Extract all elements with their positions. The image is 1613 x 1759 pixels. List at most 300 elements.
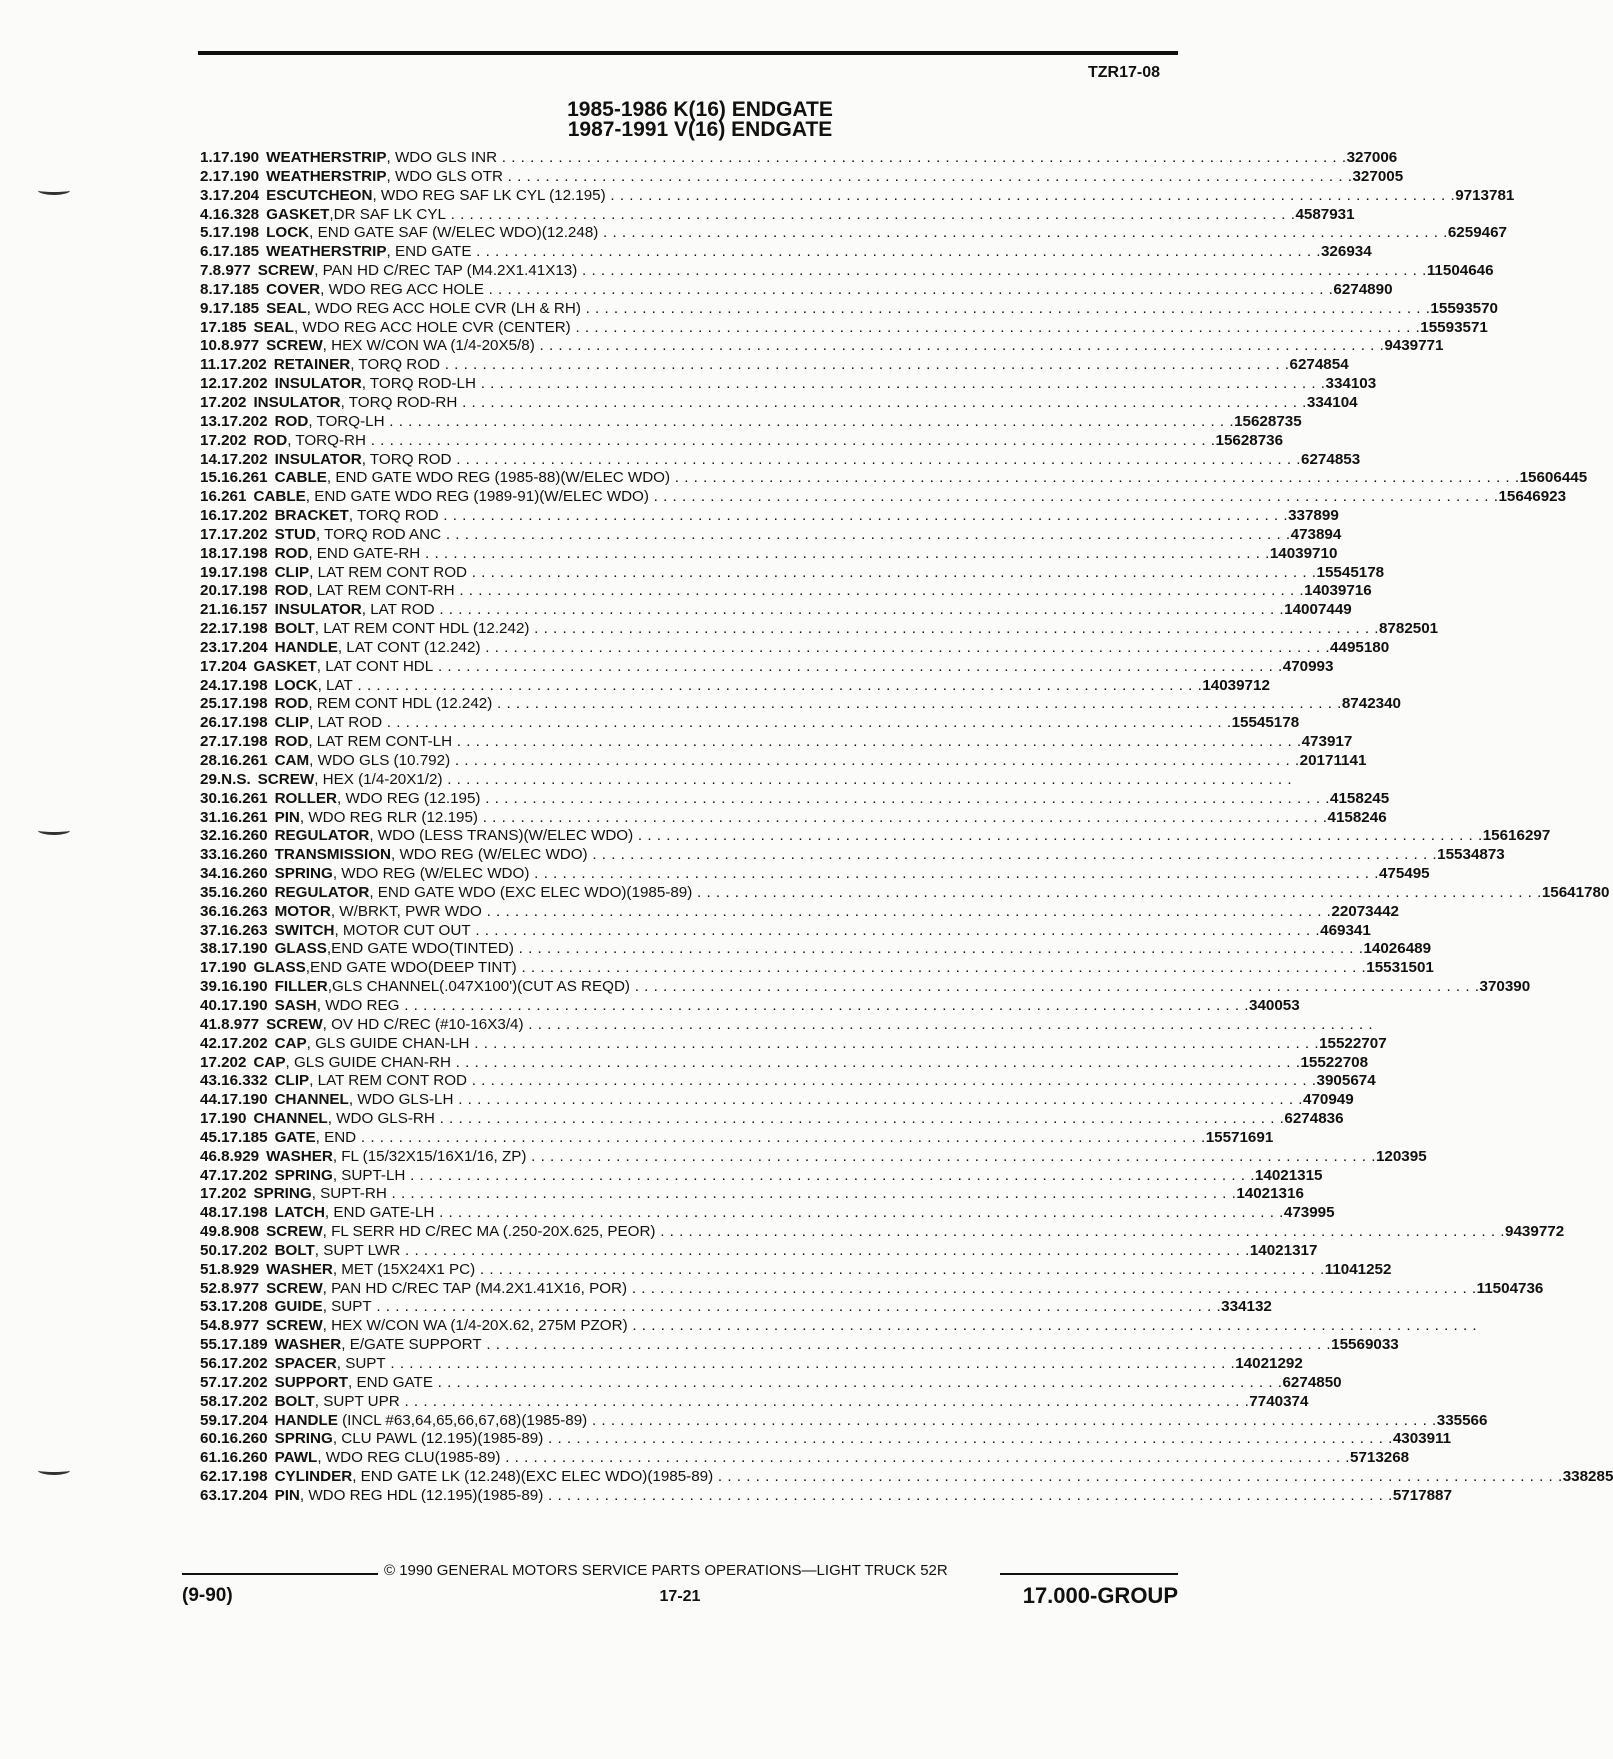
part-detail: , LAT REM CONT-LH	[308, 733, 453, 751]
part-name: ROD	[274, 582, 309, 600]
part-description	[268, 375, 1326, 394]
item-number: 61.	[200, 1449, 222, 1467]
part-number: 15569033	[1331, 1336, 1399, 1354]
parts-row	[200, 356, 1349, 375]
group-number: 8.977	[221, 337, 260, 355]
part-description	[268, 865, 1379, 884]
part-detail: , FL SERR HD C/REC MA (.250-20X.625, PEOR)	[322, 1223, 656, 1241]
dot-leader: . . . . . . . . . . . . . . . . . . . . . . . . . . . . . . . . . . . . . . . . . . . . . . . . . . . . . . . . . . . . . . . . . . . . . . . . . . . . . . . . . . . . . . . . . .	[451, 450, 1302, 468]
item-number: 1.	[200, 149, 213, 166]
item-number: 54.	[200, 1317, 222, 1335]
part-number: 327006	[1346, 149, 1398, 166]
part-number: 14021316	[1236, 1185, 1304, 1203]
item-number: 3.	[200, 186, 213, 204]
part-name: BOLT	[274, 620, 315, 638]
part-detail: , WDO REG SAF LK CYL (12.195)	[372, 186, 606, 204]
part-description	[259, 1223, 1505, 1242]
part-description	[268, 809, 1328, 828]
part-number: 334132	[1221, 1298, 1272, 1316]
group-number: 8.977	[221, 1317, 260, 1335]
part-name: SCREW	[257, 262, 315, 280]
parts-row	[200, 1373, 1342, 1393]
page-number: 17-21	[659, 1588, 701, 1605]
group-number: 16.328	[212, 205, 260, 223]
part-name: COVER	[266, 280, 321, 298]
group-number: 16.260	[221, 883, 268, 901]
dot-leader: . . . . . . . . . . . . . . . . . . . . . . . . . . . . . . . . . . . . . . . . . . . . . . . . . . . . . . . . . . . . . . . . . . . . . . . . . . . . . . . . . . . . . . . . . .	[526, 1147, 1376, 1165]
part-description	[268, 1487, 1393, 1506]
part-number: 473995	[1283, 1204, 1335, 1222]
part-name: TRANSMISSION	[274, 846, 392, 864]
group-number: 16.261	[221, 808, 268, 826]
part-description	[268, 1336, 1332, 1355]
part-number: 6259467	[1447, 224, 1507, 242]
part-description	[268, 1468, 1563, 1487]
part-description	[268, 1035, 1319, 1054]
dot-leader: . . . . . . . . . . . . . . . . . . . . . . . . . . . . . . . . . . . . . . . . . . . . . . . . . . . . . . . . . . . . . . . . . . . . . . . . . . . . . . . . . . . . . . . . . .	[587, 1411, 1437, 1429]
dot-leader: . . . . . . . . . . . . . . . . . . . . . . . . . . . . . . . . . . . . . . . . . . . . . . . . . . . . . . . . . . . . . . . . . . . . . . . . . . . . . . . . . . . . . . . . . .	[500, 1449, 1350, 1467]
part-description	[246, 488, 1498, 507]
part-detail: , HEX W/CON WA (1/4-20X.62, 275M PZOR)	[322, 1317, 628, 1335]
dot-leader: . . . . . . . . . . . . . . . . . . . . . . . . . . . . . . . . . . . . . . . . . . . . . . . . . . . . . . . . . . . . . . . . . . . . . . . . . . . . . . . . . . . . . . . . . .	[470, 921, 1321, 939]
part-description	[259, 149, 1346, 168]
part-detail: , LAT ROD	[309, 714, 383, 732]
group-number: 17.202	[221, 507, 268, 525]
part-number: 473894	[1290, 525, 1342, 543]
part-name: WEATHERSTRIP	[266, 167, 387, 185]
part-detail: , GLS GUIDE CHAN-RH	[285, 1053, 451, 1071]
part-detail: , WDO REG ACC HOLE CVR (LH & RH)	[306, 299, 581, 317]
item-number: 6.	[200, 243, 213, 261]
parts-row	[200, 1486, 1452, 1506]
parts-row	[200, 1053, 1369, 1073]
part-name: WEATHERSTRIP	[266, 149, 387, 166]
parts-row	[200, 1185, 1304, 1204]
part-number: 335566	[1436, 1411, 1488, 1429]
item-number: 30.	[200, 789, 222, 807]
parts-row	[200, 1260, 1392, 1280]
part-name: MOTOR	[274, 902, 331, 920]
dot-leader: . . . . . . . . . . . . . . . . . . . . . . . . . . . . . . . . . . . . . . . . . . . . . . . . . . . . . . . . . . . . . . . . . . . . . . . . . . . . . . . . . . . . . . . . . .	[356, 1128, 1206, 1146]
dot-leader: . . . . . . . . . . . . . . . . . . . . . . . . . . . . . . . . . . . . . . . . . . . . . . . . . . . . . . . . . . . . . . . . . . . . . . . . . . . . . . . . . . . . . . . . . .	[627, 1279, 1477, 1297]
part-detail: , WDO REG (W/ELEC WDO)	[332, 865, 530, 883]
parts-row	[200, 582, 1372, 601]
dot-leader: . . . . . . . . . . . . . . . . . . . . . . . . . . . . . . . . . . . . . . . . . . . . . . . . . . . . . . . . . . . . . . . . . . . . . . . . . . . . . . . . . . . . . . . . . .	[420, 544, 1270, 562]
part-name: CAM	[274, 752, 310, 769]
dot-leader: . . . . . . . . . . . . . . . . . . . . . . . . . . . . . . . . . . . . . . . . . . . . . . . . . . . . . . . . . . . . . . . . . . . . . . . . . . . . . . . . . . . . . . . . . .	[469, 1034, 1320, 1052]
item-number: 25.	[200, 695, 222, 713]
group-number: 17.190	[200, 959, 247, 977]
part-description	[259, 1280, 1476, 1299]
group-number: 17.202	[221, 525, 268, 543]
item-number: 37.	[200, 921, 222, 939]
part-detail: , GLS GUIDE CHAN-LH	[306, 1034, 470, 1052]
parts-list	[200, 149, 1613, 1506]
part-number: 22073442	[1331, 902, 1399, 920]
dot-leader: . . . . . . . . . . . . . . . . . . . . . . . . . . . . . . . . . . . . . . . . . . . . . . . . . . . . . . . . . . . . . . . . . . . . . . . . . . . . . . . . . . . . . . . . . .	[523, 1015, 1374, 1033]
item-number: 13.	[200, 412, 222, 430]
item-number: 55.	[200, 1336, 222, 1354]
part-name: WEATHERSTRIP	[266, 243, 387, 261]
part-detail: , WDO REG (12.195)	[337, 789, 481, 807]
dot-leader: . . . . . . . . . . . . . . . . . . . . . . . . . . . . . . . . . . . . . . . . . . . . . . . . . . . . . . . . . . . . . . . . . . . . . . . . . . . . . . . . . . . . . . . . . .	[450, 752, 1300, 769]
part-description	[268, 1412, 1437, 1431]
item-number: 39.	[200, 978, 222, 996]
parts-row	[200, 638, 1390, 658]
part-number: 4303911	[1392, 1430, 1452, 1448]
part-description	[268, 733, 1302, 752]
part-number: 15641780	[1541, 883, 1610, 901]
parts-row	[200, 1128, 1274, 1148]
part-description	[268, 940, 1364, 959]
item-number: 51.	[200, 1260, 222, 1278]
part-number: 11504736	[1476, 1279, 1544, 1297]
dot-leader: . . . . . . . . . . . . . . . . . . . . . . . . . . . . . . . . . . . . . . . . . . . . . . . . . . . . . . . . . . . . . . . . . . . . . . . . . . . . . . . . . . . . . . . . . .	[492, 695, 1342, 713]
part-description	[246, 394, 1306, 413]
part-name: GASKET	[266, 205, 330, 223]
dot-leader: . . . . . . . . . . . . . . . . . . . . . . . . . . . . . . . . . . . . . . . . . . . . . . . . . . . . . . . . . . . . . . . . . . . . . . . . . . . . . . . . . . . . . . . . . .	[477, 808, 1328, 826]
group-number: 17.202	[221, 1392, 268, 1410]
group-number: 17.185	[212, 243, 260, 261]
part-number: 6274890	[1333, 280, 1393, 298]
parts-row	[200, 450, 1361, 470]
item-number: 28.	[200, 752, 222, 769]
part-description	[268, 846, 1438, 865]
part-name: RETAINER	[273, 356, 351, 374]
part-detail: , TORQ ROD	[361, 450, 452, 468]
part-detail: , FL (15/32X15/16X1/16, ZP)	[332, 1147, 527, 1165]
part-number: 469341	[1320, 921, 1371, 939]
part-name: GASKET	[253, 657, 317, 675]
part-description	[268, 790, 1330, 809]
dot-leader: . . . . . . . . . . . . . . . . . . . . . . . . . . . . . . . . . . . . . . . . . . . . . . . . . . . . . . . . . . . . . . . . . . . . . . . . . . . . . . . . . . . . . . . . . .	[580, 299, 1431, 317]
part-number: 5713268	[1350, 1449, 1410, 1467]
part-description	[268, 639, 1330, 658]
part-name: ROD	[274, 695, 309, 713]
part-name: SEAL	[253, 318, 294, 336]
part-description	[259, 1317, 1477, 1336]
part-description	[268, 545, 1270, 564]
item-number: 21.	[200, 601, 222, 619]
parts-row	[200, 299, 1498, 319]
dot-leader: . . . . . . . . . . . . . . . . . . . . . . . . . . . . . . . . . . . . . . . . . . . . . . . . . . . . . . . . . . . . . . . . . . . . . . . . . . . . . . . . . . . . . . . . . .	[371, 1298, 1222, 1316]
part-name: CAP	[274, 1034, 307, 1052]
item-number: 34.	[200, 865, 222, 883]
part-detail: , LAT CONT HDL	[316, 657, 434, 675]
part-description	[268, 413, 1235, 432]
part-name: ROD	[274, 733, 309, 751]
part-detail: , END GATE-RH	[308, 544, 421, 562]
part-number: 370390	[1479, 978, 1531, 996]
item-number: 52.	[200, 1279, 222, 1297]
dot-leader: . . . . . . . . . . . . . . . . . . . . . . . . . . . . . . . . . . . . . . . . . . . . . . . . . . . . . . . . . . . . . . . . . . . . . . . . . . . . . . . . . . . . . . . . . .	[382, 714, 1232, 732]
group-number: 17.189	[221, 1336, 268, 1354]
part-description	[259, 243, 1321, 262]
part-number: 14021292	[1235, 1355, 1303, 1372]
parts-row	[200, 1034, 1387, 1054]
part-name: LATCH	[274, 1204, 325, 1222]
group-number: 17.185	[200, 318, 247, 336]
part-description	[268, 827, 1483, 846]
part-name: GATE	[274, 1128, 316, 1146]
dot-leader: . . . . . . . . . . . . . . . . . . . . . . . . . . . . . . . . . . . . . . . . . . . . . . . . . . . . . . . . . . . . . . . . . . . . . . . . . . . . . . . . . . . . . . . . . .	[475, 1260, 1325, 1278]
dot-leader: . . . . . . . . . . . . . . . . . . . . . . . . . . . . . . . . . . . . . . . . . . . . . . . . . . . . . . . . . . . . . . . . . . . . . . . . . . . . . . . . . . . . . . . . . .	[570, 318, 1421, 336]
group-number: 17.202	[200, 431, 247, 449]
group-number: 17.185	[212, 280, 260, 298]
dot-leader: . . . . . . . . . . . . . . . . . . . . . . . . . . . . . . . . . . . . . . . . . . . . . . . . . . . . . . . . . . . . . . . . . . . . . . . . . . . . . . . . . . . . . . . . . .	[516, 959, 1367, 977]
parts-row	[200, 1147, 1427, 1167]
part-name: PIN	[274, 1486, 300, 1504]
group-number: 17.204	[221, 638, 268, 656]
binder-hole-mark	[38, 1466, 70, 1475]
parts-row	[200, 525, 1342, 545]
group-number: 17.190	[212, 167, 260, 185]
parts-row	[200, 846, 1505, 865]
item-number: 22.	[200, 620, 222, 638]
part-detail: , WDO GLS (10.792)	[309, 752, 451, 769]
part-detail: , END GATE-LH	[324, 1204, 435, 1222]
part-description	[246, 1185, 1236, 1204]
dot-leader: . . . . . . . . . . . . . . . . . . . . . . . . . . . . . . . . . . . . . . . . . . . . . . . . . . . . . . . . . . . . . . . . . . . . . . . . . . . . . . . . . . . . . . . . . .	[386, 1185, 1237, 1203]
part-name: WASHER	[266, 1260, 333, 1278]
dot-leader: . . . . . . . . . . . . . . . . . . . . . . . . . . . . . . . . . . . . . . . . . . . . . . . . . . . . . . . . . . . . . . . . . . . . . . . . . . . . . . . . . . . . . . . . . .	[405, 1166, 1255, 1184]
dot-leader: . . . . . . . . . . . . . . . . . . . . . . . . . . . . . . . . . . . . . . . . . . . . . . . . . . . . . . . . . . . . . . . . . . . . . . . . . . . . . . . . . . . . . . . . . .	[452, 733, 1302, 751]
parts-row	[200, 676, 1270, 696]
group-number: 17.198	[212, 224, 260, 242]
part-description	[259, 281, 1333, 300]
group-number: 17.208	[221, 1298, 268, 1316]
dot-leader: . . . . . . . . . . . . . . . . . . . . . . . . . . . . . . . . . . . . . . . . . . . . . . . . . . . . . . . . . . . . . . . . . . . . . . . . . . . . . . . . . . . . . . . . . .	[543, 1430, 1393, 1448]
dot-leader: . . . . . . . . . . . . . . . . . . . . . . . . . . . . . . . . . . . . . . . . . . . . . . . . . . . . . . . . . . . . . . . . . . . . . . . . . . . . . . . . . . . . . . . . . .	[534, 337, 1385, 355]
part-number: 4587931	[1295, 205, 1355, 223]
dot-leader: . . . . . . . . . . . . . . . . . . . . . . . . . . . . . . . . . . . . . . . . . . . . . . . . . . . . . . . . . . . . . . . . . . . . . . . . . . . . . . . . . . . . . . . . . .	[400, 1241, 1250, 1259]
part-detail: , MOTOR CUT OUT	[334, 921, 471, 939]
part-description	[268, 507, 1289, 526]
part-description	[268, 997, 1249, 1016]
part-number: 6274850	[1282, 1373, 1342, 1391]
part-detail: , WDO REG CLU(1985-89)	[317, 1449, 501, 1467]
part-description	[259, 168, 1352, 187]
part-description	[268, 620, 1379, 639]
group-number: 16.263	[221, 921, 268, 939]
part-detail: , TORQ ROD-RH	[340, 393, 458, 411]
part-description	[268, 1449, 1350, 1468]
part-description	[259, 300, 1430, 319]
item-number: 57.	[200, 1373, 222, 1391]
parts-row	[200, 186, 1515, 206]
item-number: 38.	[200, 940, 222, 958]
parts-row	[200, 940, 1432, 959]
part-detail: , END GATE WDO REG (1989-91)(W/ELEC WDO)	[305, 488, 649, 506]
dot-leader: . . . . . . . . . . . . . . . . . . . . . . . . . . . . . . . . . . . . . . . . . . . . . . . . . . . . . . . . . . . . . . . . . . . . . . . . . . . . . . . . . . . . . . . . . .	[480, 638, 1331, 656]
dot-leader: . . . . . . . . . . . . . . . . . . . . . . . . . . . . . . . . . . . . . . . . . . . . . . . . . . . . . . . . . . . . . . . . . . . . . . . . . . . . . . . . . . . . . . . . . .	[471, 243, 1321, 261]
part-name: CLIP	[274, 714, 310, 732]
group-number: 17.198	[221, 582, 268, 600]
part-detail: , WDO GLS INR	[386, 149, 498, 166]
part-description	[268, 1393, 1250, 1412]
part-description	[268, 978, 1480, 997]
part-description	[259, 1261, 1325, 1280]
part-name: PAWL	[274, 1449, 318, 1467]
item-number: 15.	[200, 469, 222, 487]
group-number: 17.198	[221, 563, 268, 581]
part-detail: ,GLS CHANNEL(.047X100')(CUT AS REQD)	[327, 978, 630, 996]
dot-leader: . . . . . . . . . . . . . . . . . . . . . . . . . . . . . . . . . . . . . . . . . . . . . . . . . . . . . . . . . . . . . . . . . . . . . . . . . . . . . . . . . . . . . . . . . .	[502, 167, 1353, 185]
binder-hole-mark	[38, 186, 70, 195]
dot-leader: . . . . . . . . . . . . . . . . . . . . . . . . . . . . . . . . . . . . . . . . . . . . . . . . . . . . . . . . . . . . . . . . . . . . . . . . . . . . . . . . . . . . . . . . . .	[605, 186, 1456, 204]
part-number: 470949	[1303, 1091, 1354, 1109]
part-number: 15534873	[1437, 846, 1505, 864]
dot-leader: . . . . . . . . . . . . . . . . . . . . . . . . . . . . . . . . . . . . . . . . . . . . . . . . . . . . . . . . . . . . . . . . . . . . . . . . . . . . . . . . . . . . . . . . . .	[587, 846, 1438, 864]
item-number: 36.	[200, 902, 222, 920]
group-number: 16.157	[221, 601, 268, 619]
dot-leader: . . . . . . . . . . . . . . . . . . . . . . . . . . . . . . . . . . . . . . . . . . . . . . . . . . . . . . . . . . . . . . . . . . . . . . . . . . . . . . . . . . . . . . . . . .	[655, 1223, 1506, 1241]
part-description	[268, 695, 1342, 714]
part-detail: , SUPT	[336, 1355, 386, 1372]
part-detail: , SUPT-LH	[332, 1166, 406, 1184]
dot-leader: . . . . . . . . . . . . . . . . . . . . . . . . . . . . . . . . . . . . . . . . . . . . . . . . . . . . . . . . . . . . . . . . . . . . . . . . . . . . . . . . . . . . . . . . . .	[543, 1486, 1393, 1504]
part-number: 14039712	[1202, 676, 1270, 694]
part-description	[268, 1242, 1250, 1261]
part-description	[246, 432, 1215, 451]
part-detail: , LAT REM CONT-RH	[308, 582, 455, 600]
parts-row	[200, 544, 1338, 564]
group-number: 17.202	[200, 1053, 247, 1071]
part-name: SCREW	[266, 1223, 323, 1241]
part-detail: , OV HD C/REC (#10-16X3/4)	[322, 1015, 524, 1033]
footer-rule-left	[182, 1573, 378, 1575]
part-number: 20171141	[1299, 752, 1367, 769]
part-detail: , LAT REM CONT ROD	[309, 1072, 467, 1090]
dot-leader: . . . . . . . . . . . . . . . . . . . . . . . . . . . . . . . . . . . . . . . . . . . . . . . . . . . . . . . . . . . . . . . . . . . . . . . . . . . . . . . . . . . . . . . . . .	[457, 393, 1307, 411]
part-detail: , WDO REG HDL (12.195)(1985-89)	[299, 1486, 544, 1504]
parts-row	[200, 1392, 1309, 1412]
parts-row	[200, 1468, 1613, 1487]
group-number: 17.190	[212, 149, 260, 166]
parts-row	[200, 1204, 1335, 1223]
parts-row	[200, 883, 1610, 903]
part-number: 9439771	[1384, 337, 1444, 355]
part-number: 15593571	[1420, 318, 1488, 336]
part-number: 4158245	[1330, 789, 1390, 807]
parts-row	[200, 1166, 1323, 1186]
revision-date: (9-90)	[182, 1585, 233, 1606]
part-detail: , END GATE	[386, 243, 472, 261]
part-number: 9713781	[1455, 186, 1515, 204]
parts-row	[200, 563, 1385, 583]
part-name: SCREW	[266, 1015, 323, 1033]
group-number: 8.929	[221, 1260, 260, 1278]
dot-leader: . . . . . . . . . . . . . . . . . . . . . . . . . . . . . . . . . . . . . . . . . . . . . . . . . . . . . . . . . . . . . . . . . . . . . . . . . . . . . . . . . . . . . . . . . .	[434, 1204, 1284, 1222]
part-detail: , WDO GLS-LH	[348, 1091, 454, 1109]
item-number: 58.	[200, 1392, 222, 1410]
part-name: SPACER	[274, 1355, 337, 1372]
parts-row	[200, 1223, 1565, 1242]
parts-row	[200, 412, 1302, 432]
dot-leader: . . . . . . . . . . . . . . . . . . . . . . . . . . . . . . . . . . . . . . . . . . . . . . . . . . . . . . . . . . . . . . . . . . . . . . . . . . . . . . . . . . . . . . . . . .	[467, 563, 1317, 581]
dot-leader: . . . . . . . . . . . . . . . . . . . . . . . . . . . . . . . . . . . . . . . . . . . . . . . . . . . . . . . . . . . . . . . . . . . . . . . . . . . . . . . . . . . . . . . . . .	[513, 940, 1364, 958]
part-name: BOLT	[274, 1241, 315, 1259]
part-detail: (INCL #63,64,65,66,67,68)(1985-89)	[337, 1411, 588, 1429]
part-name: SUPPORT	[274, 1373, 348, 1391]
part-detail: , HEX (1/4-20X1/2)	[314, 770, 443, 788]
part-detail: , SUPT	[322, 1298, 372, 1316]
part-description	[268, 469, 1520, 488]
group-number: 17.202	[221, 1373, 268, 1391]
part-number: 120395	[1375, 1147, 1427, 1165]
parts-row	[200, 224, 1507, 243]
item-number: 47.	[200, 1166, 222, 1184]
item-number: 43.	[200, 1072, 222, 1090]
dot-leader: . . . . . . . . . . . . . . . . . . . . . . . . . . . . . . . . . . . . . . . . . . . . . . . . . . . . . . . . . . . . . . . . . . . . . . . . . . . . . . . . . . . . . . . . . .	[453, 1091, 1303, 1109]
dot-leader: . . . . . . . . . . . . . . . . . . . . . . . . . . . . . . . . . . . . . . . . . . . . . . . . . . . . . . . . . . . . . . . . . . . . . . . . . . . . . . . . . . . . . . . . . .	[481, 902, 1332, 920]
part-detail: , END GATE	[348, 1373, 433, 1391]
part-description	[246, 1110, 1284, 1129]
item-number: 27.	[200, 733, 222, 751]
dot-leader: . . . . . . . . . . . . . . . . . . . . . . . . . . . . . . . . . . . . . . . . . . . . . . . . . . . . . . . . . . . . . . . . . . . . . . . . . . . . . . . . . . . . . . . . . .	[481, 1336, 1332, 1354]
part-description	[259, 1016, 1373, 1035]
part-number: 15628736	[1215, 431, 1284, 449]
group-number: 17.198	[221, 695, 268, 713]
parts-row	[200, 827, 1551, 846]
part-description	[268, 677, 1203, 696]
part-number: 15628735	[1234, 412, 1302, 430]
dot-leader: . . . . . . . . . . . . . . . . . . . . . . . . . . . . . . . . . . . . . . . . . . . . . . . . . . . . . . . . . . . . . . . . . . . . . . . . . . . . . . . . . . . . . . . . . .	[399, 996, 1249, 1014]
group-number: 17.190	[200, 1110, 247, 1128]
part-name: CABLE	[253, 488, 306, 506]
part-name: INSULATOR	[274, 601, 362, 619]
part-detail: ,END GATE WDO(TINTED)	[326, 940, 514, 958]
part-detail: , SUPT-RH	[311, 1185, 387, 1203]
part-description	[259, 224, 1448, 243]
dot-leader: . . . . . . . . . . . . . . . . . . . . . . . . . . . . . . . . . . . . . . . . . . . . . . . . . . . . . . . . . . . . . . . . . . . . . . . . . . . . . . . . . . . . . . . . . .	[670, 469, 1520, 487]
part-detail: , LAT	[317, 676, 353, 694]
item-number: 9.	[200, 299, 213, 317]
top-rule	[198, 51, 1178, 55]
parts-row	[200, 959, 1434, 978]
dot-leader: . . . . . . . . . . . . . . . . . . . . . . . . . . . . . . . . . . . . . . . . . . . . . . . . . . . . . . . . . . . . . . . . . . . . . . . . . . . . . . . . . . . . . . . . . .	[439, 356, 1290, 374]
item-number: 41.	[200, 1015, 222, 1033]
part-detail: , TORQ-LH	[308, 412, 385, 430]
part-name: CHANNEL	[253, 1110, 328, 1128]
part-detail: , WDO REG ACC HOLE	[320, 280, 484, 298]
part-number: 8742340	[1341, 695, 1401, 713]
part-detail: , REM CONT HDL (12.242)	[308, 695, 493, 713]
parts-row	[200, 1411, 1488, 1431]
item-number: 4.	[200, 205, 213, 223]
dot-leader: . . . . . . . . . . . . . . . . . . . . . . . . . . . . . . . . . . . . . . . . . . . . . . . . . . . . . . . . . . . . . . . . . . . . . . . . . . . . . . . . . . . . . . . . . .	[450, 1053, 1301, 1071]
part-name: INSULATOR	[253, 393, 341, 411]
parts-row	[200, 978, 1531, 997]
dot-leader: . . . . . . . . . . . . . . . . . . . . . . . . . . . . . . . . . . . . . . . . . . . . . . . . . . . . . . . . . . . . . . . . . . . . . . . . . . . . . . . . . . . . . . . . . .	[352, 676, 1203, 694]
part-description	[268, 451, 1301, 470]
item-number: 49.	[200, 1223, 222, 1241]
group-number: 17.204	[212, 186, 260, 204]
part-number: 5717887	[1392, 1486, 1452, 1504]
parts-row	[200, 1110, 1344, 1129]
part-number: 14026489	[1363, 940, 1432, 958]
item-number: 19.	[200, 563, 222, 581]
part-description	[251, 771, 1292, 790]
part-number: 15522708	[1300, 1053, 1369, 1071]
group-number: 16.261	[221, 752, 268, 769]
part-detail: , WDO REG	[316, 996, 400, 1014]
part-name: SCREW	[266, 337, 323, 355]
dot-leader: . . . . . . . . . . . . . . . . . . . . . . . . . . . . . . . . . . . . . . . . . . . . . . . . . . . . . . . . . . . . . . . . . . . . . . . . . . . . . . . . . . . . . . . . . .	[433, 657, 1283, 675]
part-number: 4495180	[1330, 638, 1390, 656]
part-description	[268, 1430, 1393, 1449]
copyright-notice: © 1990 GENERAL MOTORS SERVICE PARTS OPERATIONS—LIGHT TRUCK 52R	[384, 1562, 948, 1579]
